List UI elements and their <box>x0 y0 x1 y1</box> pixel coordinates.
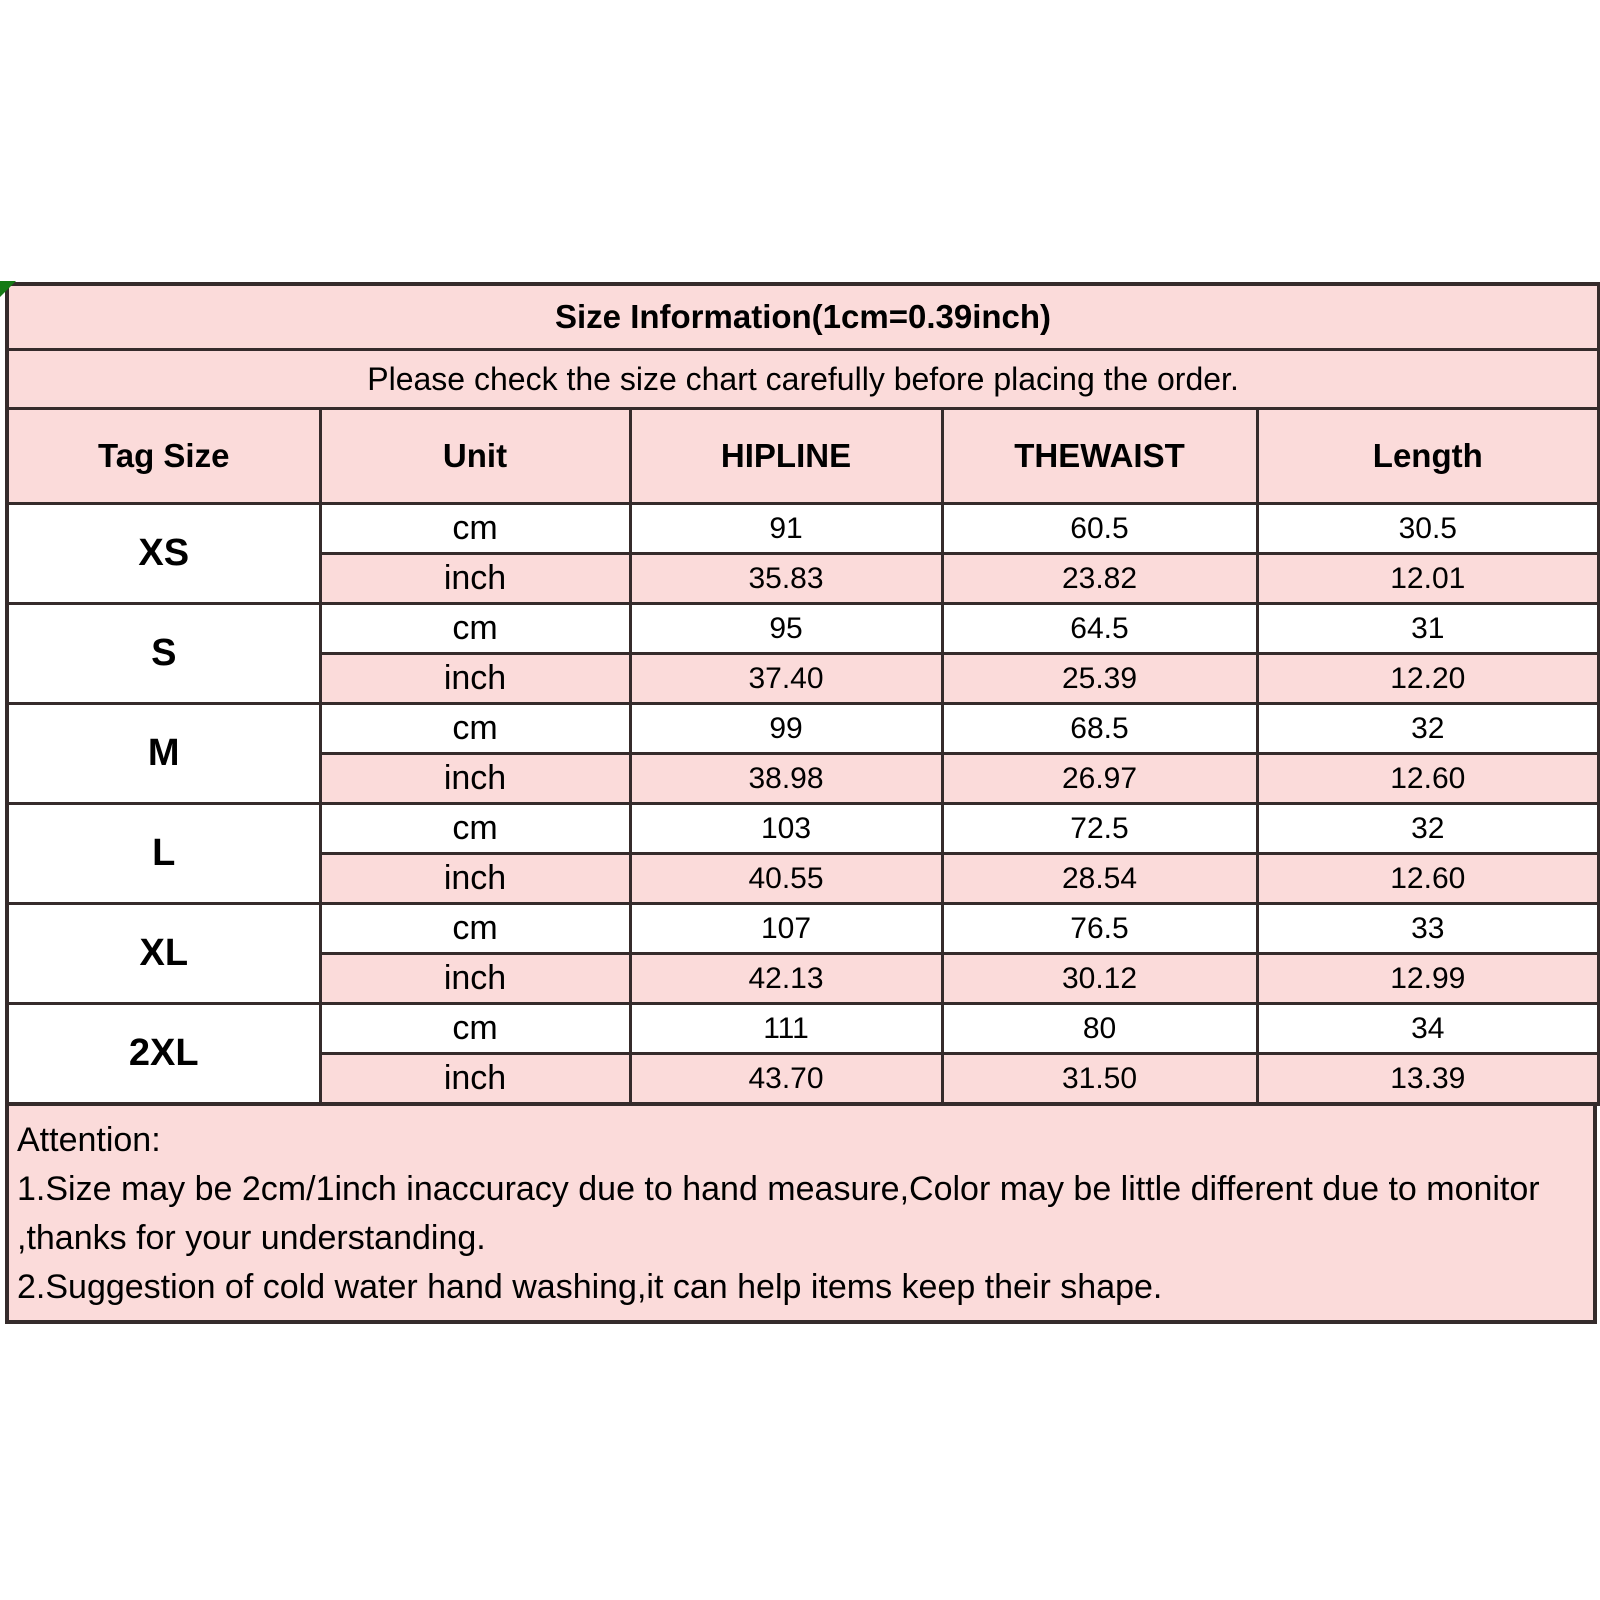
unit-label: cm <box>320 904 630 954</box>
unit-label: inch <box>320 654 630 704</box>
thewaist-value: 60.5 <box>942 504 1257 554</box>
thewaist-value: 23.82 <box>942 554 1257 604</box>
tag-size-s: S <box>7 604 320 704</box>
thewaist-value: 80 <box>942 1004 1257 1054</box>
chart-subtitle: Please check the size chart carefully before placing the order. <box>7 350 1599 409</box>
length-value: 32 <box>1257 804 1599 854</box>
thewaist-value: 28.54 <box>942 854 1257 904</box>
col-header-length: Length <box>1257 409 1599 504</box>
col-header-thewaist: THEWAIST <box>942 409 1257 504</box>
hipline-value: 35.83 <box>630 554 942 604</box>
table-row-2xl-cm <box>7 1004 1599 1054</box>
thewaist-value: 30.12 <box>942 954 1257 1004</box>
length-value: 12.01 <box>1257 554 1599 604</box>
hipline-value: 38.98 <box>630 754 942 804</box>
attention-line-1: 1.Size may be 2cm/1inch inaccuracy due to hand measure,Color may be little different due to monitor <box>17 1170 1540 1208</box>
table-row-l-cm <box>7 804 1599 854</box>
unit-label: cm <box>320 504 630 554</box>
attention-line-2: ,thanks for your understanding. <box>17 1219 486 1257</box>
attention-line-3: 2.Suggestion of cold water hand washing,it can help items keep their shape. <box>17 1268 1163 1306</box>
length-value: 12.60 <box>1257 854 1599 904</box>
thewaist-value: 25.39 <box>942 654 1257 704</box>
unit-label: cm <box>320 1004 630 1054</box>
unit-label: cm <box>320 804 630 854</box>
thewaist-value: 31.50 <box>942 1054 1257 1105</box>
unit-label: cm <box>320 604 630 654</box>
chart-title: Size Information(1cm=0.39inch) <box>7 284 1599 350</box>
thewaist-value: 64.5 <box>942 604 1257 654</box>
length-value: 32 <box>1257 704 1599 754</box>
hipline-value: 99 <box>630 704 942 754</box>
table-row-xl-cm <box>7 904 1599 954</box>
tag-size-l: L <box>7 804 320 904</box>
length-value: 12.60 <box>1257 754 1599 804</box>
tag-size-xl: XL <box>7 904 320 1004</box>
header-row <box>7 409 1599 504</box>
hipline-value: 43.70 <box>630 1054 942 1105</box>
unit-label: inch <box>320 1054 630 1105</box>
length-value: 12.20 <box>1257 654 1599 704</box>
hipline-value: 107 <box>630 904 942 954</box>
tag-size-xs: XS <box>7 504 320 604</box>
subtitle-row <box>7 350 1599 409</box>
table-row-m-cm <box>7 704 1599 754</box>
unit-label: inch <box>320 854 630 904</box>
unit-label: inch <box>320 954 630 1004</box>
size-chart <box>5 282 1597 1324</box>
unit-label: cm <box>320 704 630 754</box>
length-value: 30.5 <box>1257 504 1599 554</box>
col-header-unit: Unit <box>320 409 630 504</box>
hipline-value: 42.13 <box>630 954 942 1004</box>
hipline-value: 37.40 <box>630 654 942 704</box>
unit-label: inch <box>320 754 630 804</box>
thewaist-value: 72.5 <box>942 804 1257 854</box>
hipline-value: 103 <box>630 804 942 854</box>
hipline-value: 91 <box>630 504 942 554</box>
col-header-hipline: HIPLINE <box>630 409 942 504</box>
thewaist-value: 26.97 <box>942 754 1257 804</box>
tag-size-m: M <box>7 704 320 804</box>
attention-heading: Attention: <box>17 1121 161 1159</box>
col-header-tag-size: Tag Size <box>7 409 320 504</box>
length-value: 31 <box>1257 604 1599 654</box>
length-value: 13.39 <box>1257 1054 1599 1105</box>
length-value: 12.99 <box>1257 954 1599 1004</box>
title-row <box>7 284 1599 350</box>
size-table <box>5 282 1600 1106</box>
hipline-value: 95 <box>630 604 942 654</box>
tag-size-2xl: 2XL <box>7 1004 320 1105</box>
thewaist-value: 68.5 <box>942 704 1257 754</box>
unit-label: inch <box>320 554 630 604</box>
hipline-value: 40.55 <box>630 854 942 904</box>
attention-note <box>5 1106 1597 1324</box>
thewaist-value: 76.5 <box>942 904 1257 954</box>
hipline-value: 111 <box>630 1004 942 1054</box>
length-value: 34 <box>1257 1004 1599 1054</box>
table-row-xs-cm <box>7 504 1599 554</box>
table-row-s-cm <box>7 604 1599 654</box>
length-value: 33 <box>1257 904 1599 954</box>
